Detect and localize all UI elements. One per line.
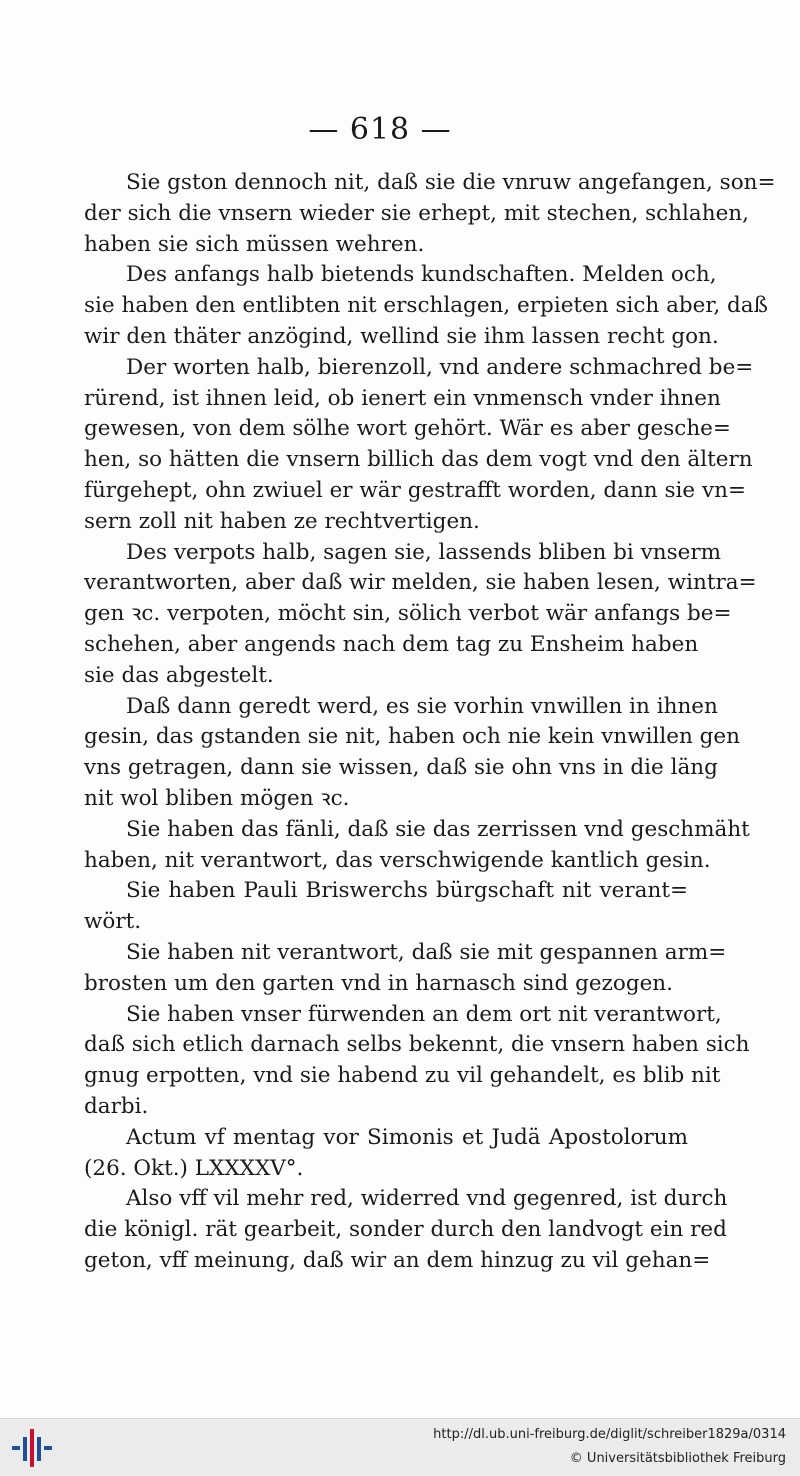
text-line: sern zoll nit haben ze rechtvertigen. <box>84 508 480 534</box>
text-line: sie das abgestelt. <box>84 662 274 688</box>
text-line: (26. Okt.) LXXXXV°. <box>84 1155 304 1181</box>
text-line: daß sich etlich darnach selbs bekennt, die vnsern haben sich <box>84 1032 750 1058</box>
text-line: Sie haben das fänli, daß sie das zerrissen vnd geschmäht <box>126 816 750 842</box>
text-line: vns getragen, dann sie wissen, daß sie ohn vns in die läng <box>84 755 718 781</box>
text-line: Der worten halb, bierenzoll, vnd andere schmachred be= <box>126 354 754 380</box>
text-line: die königl. rät gearbeit, sonder durch den landvogt ein red <box>84 1217 727 1243</box>
text-line: Also vff vil mehr red, widerred vnd gegenred, ist durch <box>126 1186 728 1212</box>
text-line: der sich die vnsern wieder sie erhept, mit stechen, schlahen, <box>84 200 749 226</box>
text-line: darbi. <box>84 1093 149 1119</box>
text-line: verantworten, aber daß wir melden, sie haben lesen, wintra= <box>84 570 757 596</box>
text-line: Sie gston dennoch nit, daß sie die vnruw angefangen, son= <box>126 170 776 195</box>
text-line: Daß dann geredt werd, es sie vorhin vnwillen in ihnen <box>126 693 718 719</box>
text-line: wir den thäter anzögind, wellind sie ihm lassen recht gon. <box>84 323 719 349</box>
text-line: fürgehept, ohn zwiuel er wär gestrafft worden, dann sie vn= <box>84 477 746 503</box>
text-line: nit wol bliben mögen ꝛc. <box>84 785 350 811</box>
text-line: gesin, das gstanden sie nit, haben och nie kein vnwillen gen <box>84 724 740 750</box>
text-line: haben, nit verantwort, das verschwigende kantlich gesin. <box>84 847 711 873</box>
copyright-text: © Universitätsbibliothek Freiburg <box>569 1451 786 1466</box>
text-line: Des anfangs halb bietends kundschaften. Melden och, <box>126 262 717 288</box>
text-line: Sie haben vnser fürwenden an dem ort nit verantwort, <box>126 1001 722 1027</box>
text-line: rürend, ist ihnen leid, ob ienert ein vnmensch vnder ihnen <box>84 385 721 411</box>
text-line: gen ꝛc. verpoten, möcht sin, sölich verbot wär anfangs be= <box>84 601 732 627</box>
text-line: geton, vff meinung, daß wir an dem hinzug zu vil gehan= <box>84 1247 711 1273</box>
text-block <box>84 168 776 1277</box>
text-line: hen, so hätten die vnsern billich das dem vogt vnd den ältern <box>84 447 753 473</box>
text-line: sie haben den entlibten nit erschlagen, erpieten sich aber, daß <box>84 293 768 319</box>
text-line: haben sie sich müssen wehren. <box>84 231 425 257</box>
text-line: gewesen, von dem sölhe wort gehört. Wär es aber gesche= <box>84 416 731 442</box>
footer-bar <box>0 1418 800 1476</box>
text-line: Sie haben Pauli Briswerchs bürgschaft nit verant= <box>126 878 688 904</box>
permalink-url[interactable]: http://dl.ub.uni-freiburg.de/diglit/schreiber1829a/0314 <box>433 1427 786 1442</box>
text-line: Actum vf mentag vor Simonis et Judä Apostolorum <box>126 1124 688 1150</box>
text-line: schehen, aber angends nach dem tag zu Ensheim haben <box>84 631 699 657</box>
library-logo-icon <box>12 1429 52 1467</box>
page-number: — 618 — <box>308 112 452 147</box>
text-line: Des verpots halb, sagen sie, lassends bliben bi vnserm <box>126 539 722 565</box>
text-line: brosten um den garten vnd in harnasch sind gezogen. <box>84 970 673 996</box>
text-line: wört. <box>84 909 142 935</box>
text-line: Sie haben nit verantwort, daß sie mit gespannen arm= <box>126 939 727 965</box>
text-line: gnug erpotten, vnd sie habend zu vil gehandelt, es blib nit <box>84 1063 721 1089</box>
